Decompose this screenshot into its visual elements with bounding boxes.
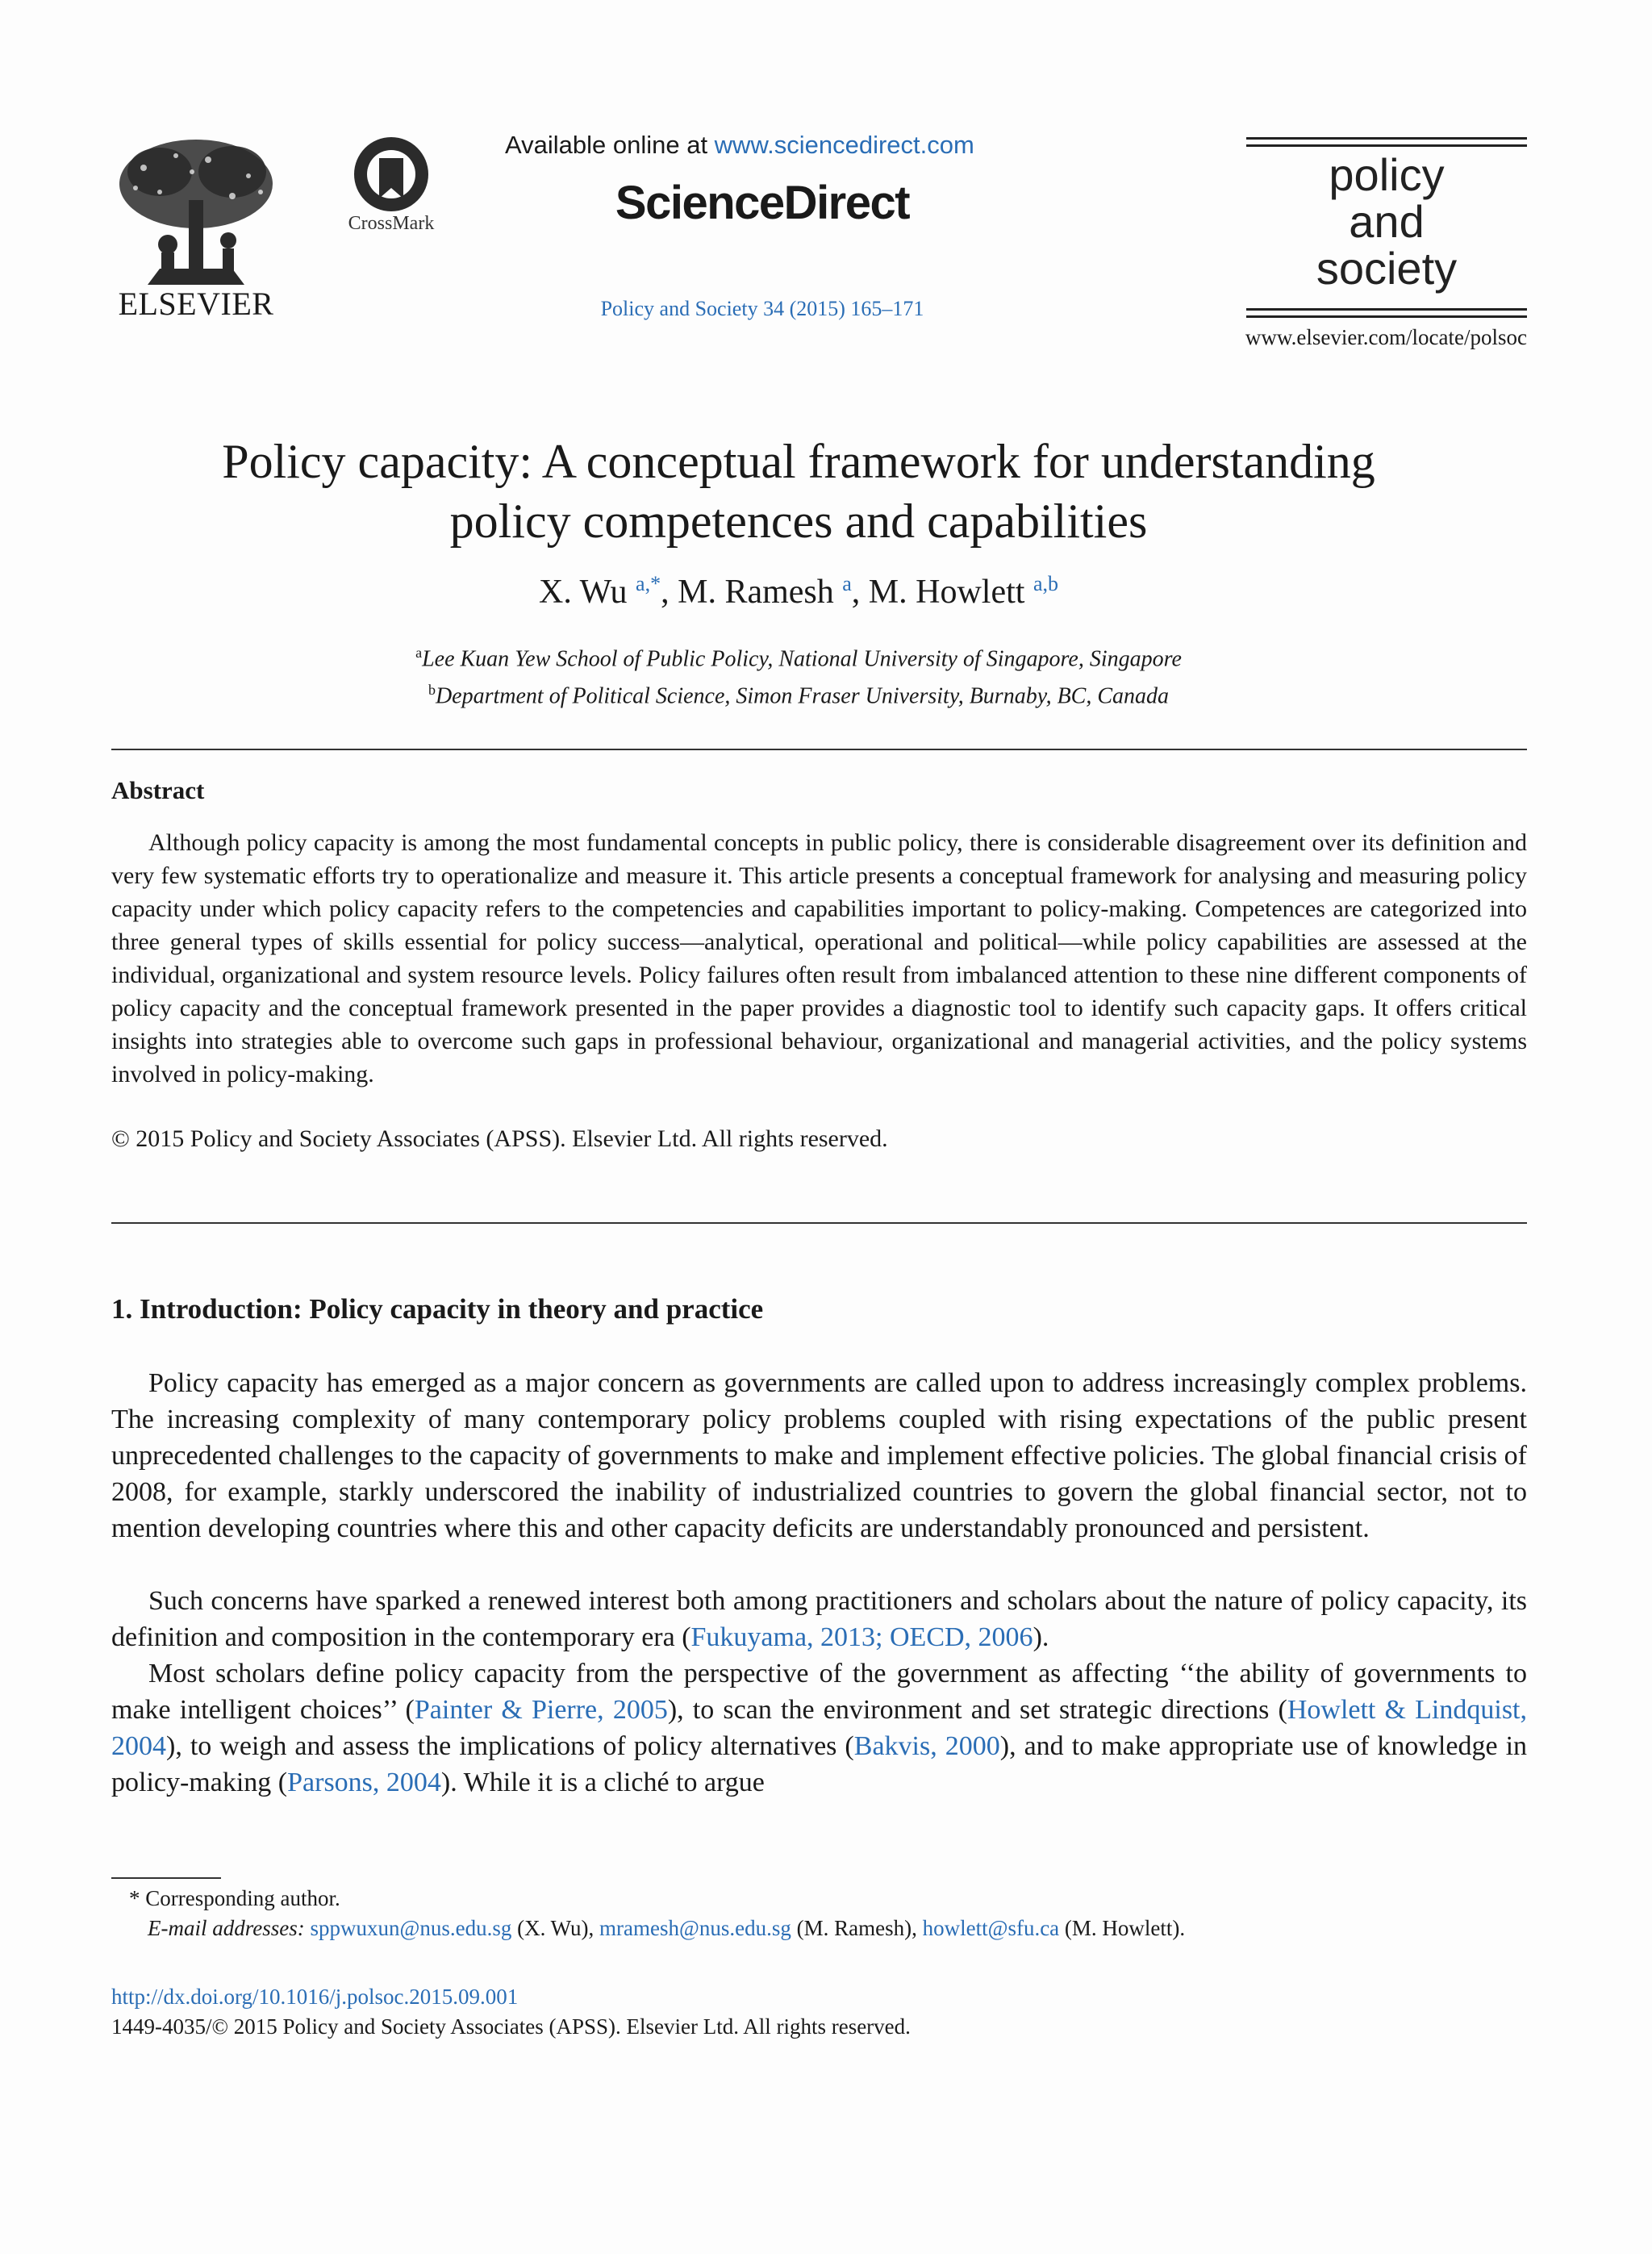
paragraph-text: Such concerns have sparked a renewed interest both among practitioners and scholars about the nature of policy capacity, its definition and composition in the contemporary era ( <box>111 1586 1527 1652</box>
elsevier-tree-icon <box>111 136 281 289</box>
sciencedirect-wordmark: ScienceDirect <box>615 177 910 229</box>
citation-link[interactable]: Bakvis, 2000 <box>853 1731 1000 1761</box>
abstract-copyright: © 2015 Policy and Society Associates (APSS). Elsevier Ltd. All rights reserved. <box>111 1125 888 1152</box>
author-list <box>97 573 1500 612</box>
email-link[interactable]: sppwuxun@nus.edu.sg <box>310 1916 512 1940</box>
author-name: X. Wu <box>539 574 628 611</box>
journal-logo-word: society <box>1316 243 1458 294</box>
author-separator: , <box>851 574 869 611</box>
citation-link[interactable]: Fukuyama, 2013; OECD, 2006 <box>690 1622 1033 1652</box>
section-heading: 1. Introduction: Policy capacity in theory and practice <box>111 1293 764 1325</box>
publisher-name: ELSEVIER <box>118 286 274 322</box>
journal-citation[interactable]: Policy and Society 34 (2015) 165–171 <box>600 297 924 320</box>
sciencedirect-link[interactable]: www.sciencedirect.com <box>714 131 974 159</box>
email-link[interactable]: howlett@sfu.ca <box>922 1916 1060 1940</box>
divider <box>111 1222 1527 1224</box>
paragraph <box>111 1583 1527 1655</box>
email-addresses <box>148 1916 1185 1941</box>
available-prefix: Available online at <box>505 131 715 159</box>
paragraph-text: ), to weigh and assess the implications of policy alternatives ( <box>166 1731 854 1761</box>
crossmark-icon <box>339 136 444 216</box>
journal-logo-word: policy <box>1329 149 1445 200</box>
affiliation-mark: b <box>428 682 436 699</box>
author-name: M. Howlett <box>868 574 1025 611</box>
doi-link[interactable]: http://dx.doi.org/10.1016/j.polsoc.2015.09.001 <box>111 1985 519 2009</box>
paragraph-text: ). While it is a cliché to argue <box>440 1768 765 1797</box>
affiliation-mark: a <box>415 645 423 661</box>
paragraph <box>111 1655 1527 1801</box>
affiliation-item <box>97 674 1500 712</box>
corresponding-author-note: * Corresponding author. <box>129 1886 340 1910</box>
author-separator: , <box>661 574 678 611</box>
journal-logo <box>1246 137 1527 321</box>
paragraph-text: ). <box>1032 1622 1049 1652</box>
divider <box>111 749 1527 750</box>
affiliation-item <box>97 637 1500 674</box>
footnote-divider <box>111 1877 221 1879</box>
author-affil-mark[interactable]: a,b <box>1032 572 1058 595</box>
email-link[interactable]: mramesh@nus.edu.sg <box>599 1916 791 1940</box>
email-owner: (X. Wu), <box>511 1916 600 1940</box>
citation-link[interactable]: Painter & Pierre, 2005 <box>414 1695 668 1725</box>
available-online-line <box>505 131 1021 160</box>
abstract-body: Although policy capacity is among the most fundamental concepts in public policy, there is considerable disagreement over its definition and very few systematic efforts try to operationalize and measure it. This article presents a conceptual framework for analysing and measuring policy capacity under which policy capacity refers to the competencies and capabilities important to policy-making. Competences are categorized into three general types of skills essential for policy success—analytical, operational and political—while policy capabilities are assessed at the individual, organizational and system resource levels. Policy failures often result from imbalanced attention to these nine different components of policy capacity and the conceptual framework presented in the paper provides a diagnostic tool to identify such capacity gaps. It offers critical insights into strategies able to overcome such gaps in professional behaviour, organizational and managerial activities, and the policy systems involved in policy-making. <box>111 829 1527 1087</box>
citation-link[interactable]: Parsons, 2004 <box>287 1768 441 1797</box>
author-affil-mark[interactable]: a <box>842 572 852 595</box>
paragraph: Policy capacity has emerged as a major concern as governments are called upon to address increasingly complex problems. The increasing complexity of many contemporary policy problems coupled with rising expectations of the public present unprecedented challenges to the capacity of governments to make and implement effective policies. The global financial crisis of 2008, for example, starkly underscored the inability of industrialized countries to govern the global financial sector, not to mention developing countries where this and other capacity deficits are understandably pronounced and persistent. <box>111 1368 1527 1543</box>
elsevier-logo <box>111 136 281 323</box>
crossmark-label: CrossMark <box>348 213 435 234</box>
email-owner: (M. Howlett). <box>1059 1916 1186 1940</box>
citation-link[interactable]: Howlett & Lindquist, 2004 <box>111 1695 1528 1761</box>
journal-url[interactable]: www.elsevier.com/locate/polsoc <box>1245 325 1527 349</box>
paragraph-text: Most scholars define policy capacity from the perspective of the government as affecting ‘‘the ability of governments to make intelligent choices’’ ( <box>111 1659 1527 1725</box>
title-line-2: policy competences and capabilities <box>449 495 1148 548</box>
paragraph-text: ), to scan the environment and set strategic directions ( <box>667 1695 1287 1725</box>
journal-logo-word: and <box>1349 196 1425 247</box>
journal-logo-words <box>1246 149 1527 294</box>
issn-copyright-line: 1449-4035/© 2015 Policy and Society Associates (APSS). Elsevier Ltd. All rights reserved. <box>111 2014 911 2039</box>
email-owner: (M. Ramesh), <box>791 1916 923 1940</box>
affiliation-text: Lee Kuan Yew School of Public Policy, National University of Singapore, Singapore <box>422 646 1182 672</box>
email-label: E-mail addresses: <box>148 1916 311 1940</box>
author-name: M. Ramesh <box>678 574 834 611</box>
crossmark-badge[interactable] <box>339 136 444 240</box>
paragraph-text: ), and to make appropriate use of knowledge in policy-making ( <box>111 1731 1528 1797</box>
affiliations <box>97 637 1500 712</box>
title-line-1: Policy capacity: A conceptual framework for understanding <box>222 435 1375 488</box>
article-title <box>97 432 1500 551</box>
abstract-heading: Abstract <box>111 776 205 804</box>
journal-citation-link[interactable] <box>500 297 1024 321</box>
affiliation-text: Department of Political Science, Simon Fraser University, Burnaby, BC, Canada <box>435 683 1170 709</box>
author-affil-mark[interactable]: a,* <box>636 572 661 595</box>
